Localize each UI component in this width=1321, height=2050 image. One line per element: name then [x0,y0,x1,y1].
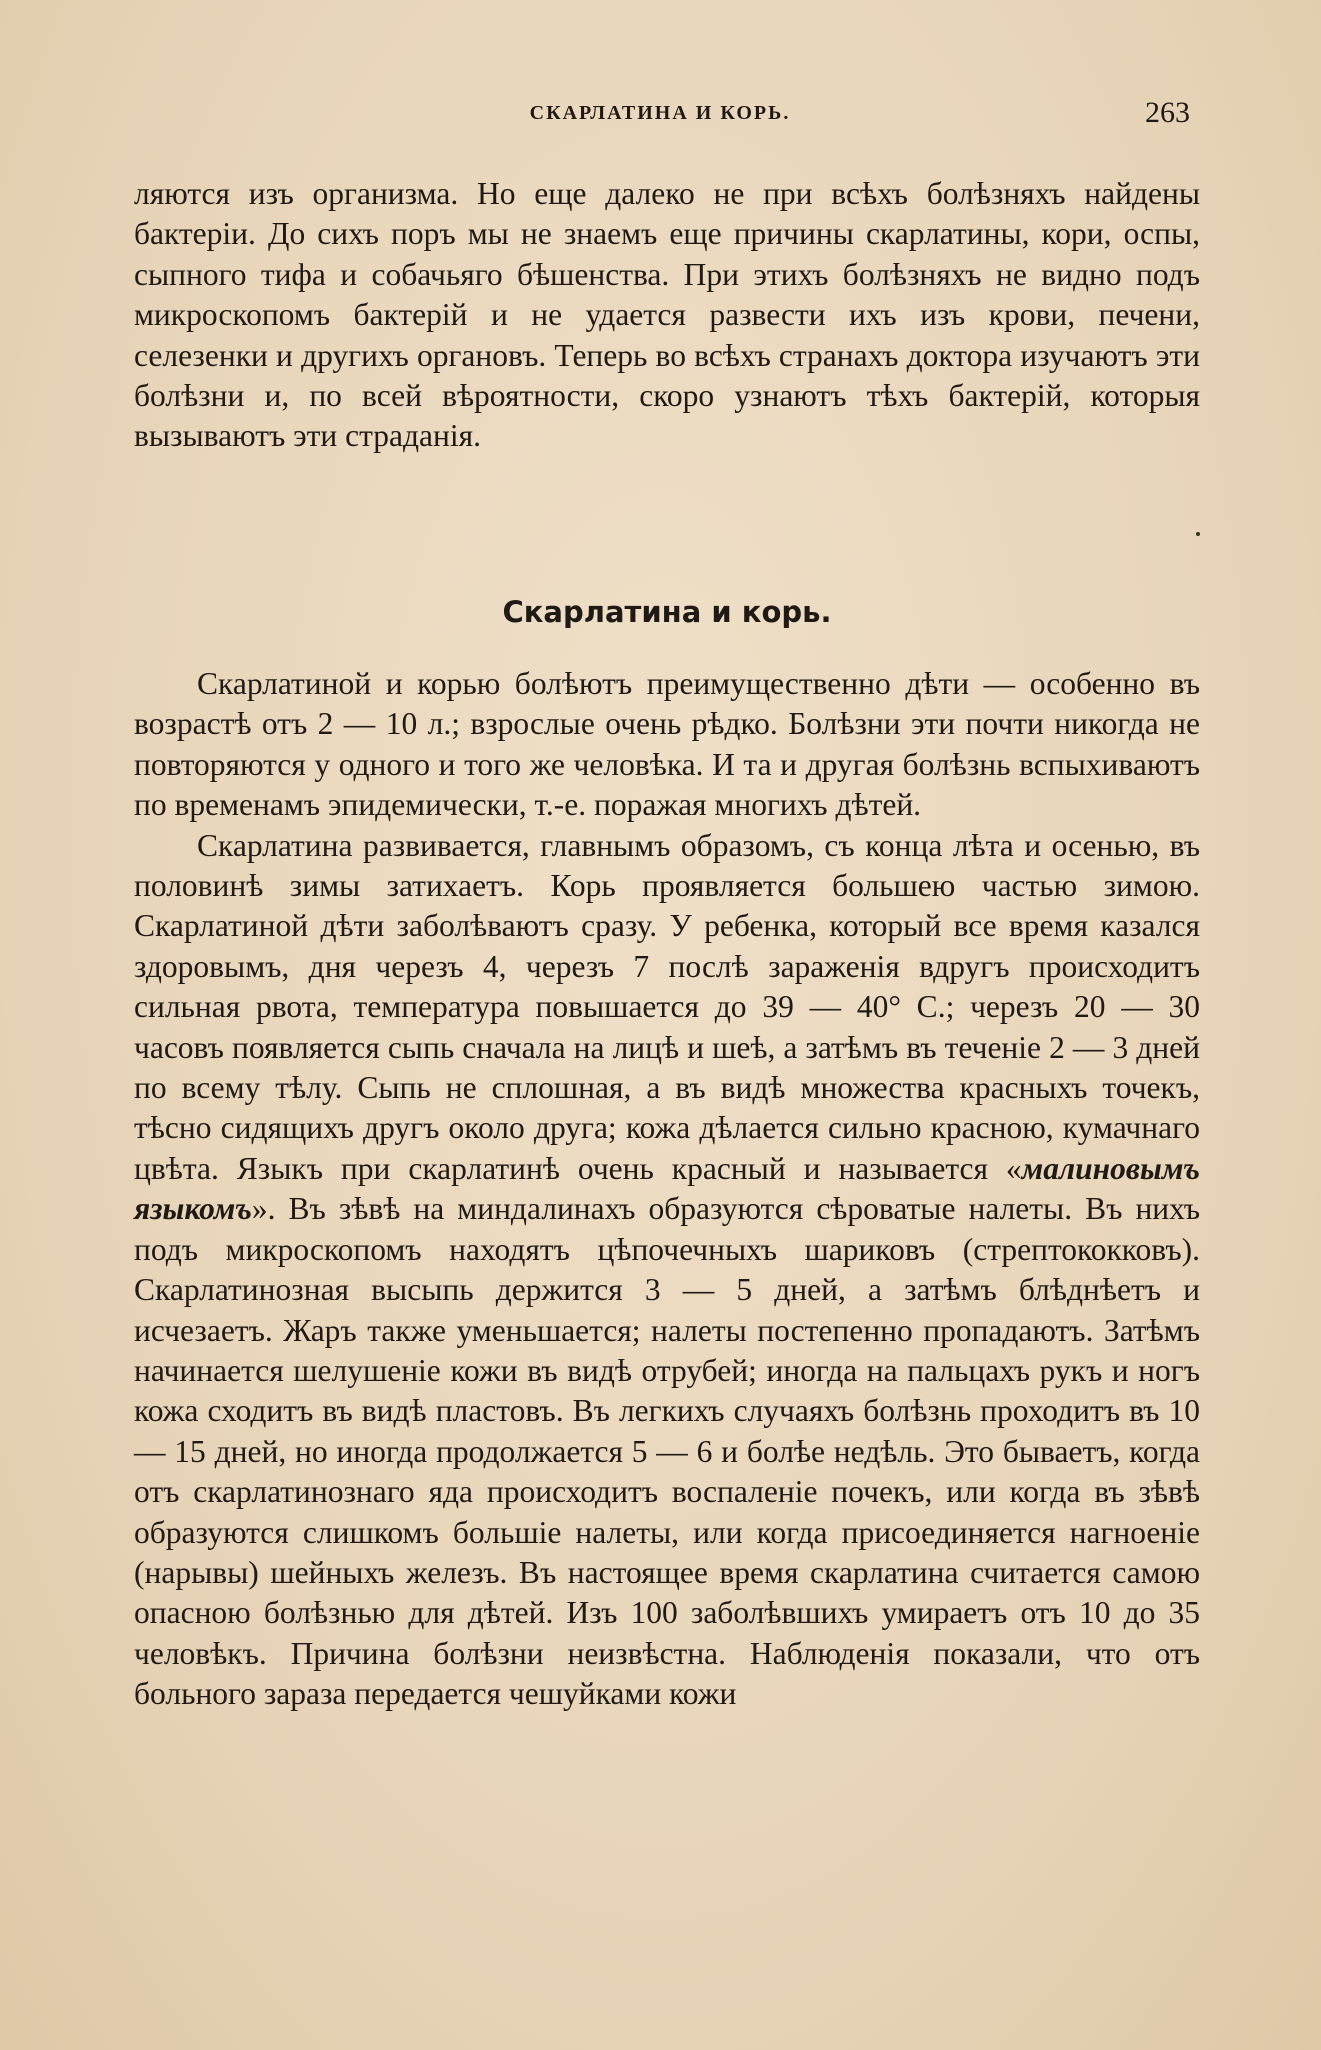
section-title: Скарлатина и корь. [502,595,832,629]
section-text-block [134,664,1200,1715]
intro-paragraph: ляются изъ организма. Но еще далеко не при всѣхъ болѣзняхъ найдены бактеріи. До сихъ поръ мы не знаемъ еще причины скарлатины, кори, оспы, сыпного тифа и собачьяго бѣшенства. При этихъ болѣзняхъ не видно подъ микроскопомъ бактерій и не удается развести ихъ изъ крови, печени, селезенки и другихъ органовъ. Теперь во всѣхъ странахъ доктора изучаютъ эти болѣзни и, по всей вѣроятности, скоро узнаютъ тѣхъ бактерій, которыя вызываютъ эти страданія. [134,176,1200,454]
paragraph-2-text-before: Скарлатина развивается, главнымъ образомъ, съ конца лѣта и осенью, въ половинѣ зимы затихаетъ. Корь проявляется большею частью зимою. Скарлатиной дѣти заболѣваютъ сразу. У ребенка, который все время казался здоровымъ, дня черезъ 4, черезъ 7 послѣ зараженія вдругъ происходитъ сильная рвота, температура повышается до 39 — 40° С.; черезъ 20 — 30 часовъ появляется сыпь сначала на лицѣ и шеѣ, а затѣмъ въ теченіе 2 — 3 дней по всему тѣлу. Сыпь не сплошная, а въ видѣ множества красныхъ точекъ, тѣсно сидящихъ другъ около друга; кожа дѣлается сильно красною, кумачнаго цвѣта. Языкъ при скарлатинѣ очень красный и называется « [134,827,1200,1186]
page-number: 263 [1145,96,1190,129]
intro-text-block [134,174,1200,457]
section-paragraph-2 [134,826,1200,1715]
paragraph-2-text-after: ». Въ зѣвѣ на миндалинахъ образуются сѣроватые налеты. Въ нихъ подъ микроскопомъ находятъ цѣпочечныхъ шариковъ (стрептококковъ). Скарлатинозная высыпь держится 3 — 5 дней, а затѣмъ блѣднѣетъ и исчезаетъ. Жаръ также уменьшается; налеты постепенно пропадаютъ. Затѣмъ начинается шелушеніе кожи въ видѣ отрубей; иногда на пальцахъ рукъ и ногъ кожа сходитъ въ видѣ пластовъ. Въ легкихъ случаяхъ болѣзнь проходитъ въ 10 — 15 дней, но иногда продолжается 5 — 6 и болѣе недѣль. Это бываетъ, когда отъ скарлатинознаго яда происходитъ воспаленіе почекъ, или когда въ зѣвѣ образуются слишкомъ большіе налеты, или когда присоединяется нагноеніе (нарывы) шейныхъ железъ. Въ настоящее время скарлатина считается самою опасною болѣзнью для дѣтей. Изъ 100 заболѣвшихъ умираетъ отъ 10 до 35 человѣкъ. Причина болѣзни неизвѣстна. Наблюденія показали, что отъ больного зараза передается чешуйками кожи [134,1191,1200,1712]
print-speck [1196,532,1200,536]
page-header [130,96,1190,136]
running-head: СКАРЛАТИНА И КОРЬ. [529,102,791,124]
section-paragraph-1: Скарлатиной и корью болѣютъ преимущественно дѣти — особенно въ возрастѣ отъ 2 — 10 л.; взрослые очень рѣдко. Болѣзни эти почти никогда не повторяются у одного и того же человѣка. И та и другая болѣзнь вспыхиваютъ по временамъ эпидемически, т.-е. поражая многихъ дѣтей. [134,666,1200,823]
emphasized-term: малиновымъ языкомъ [134,1150,1200,1227]
